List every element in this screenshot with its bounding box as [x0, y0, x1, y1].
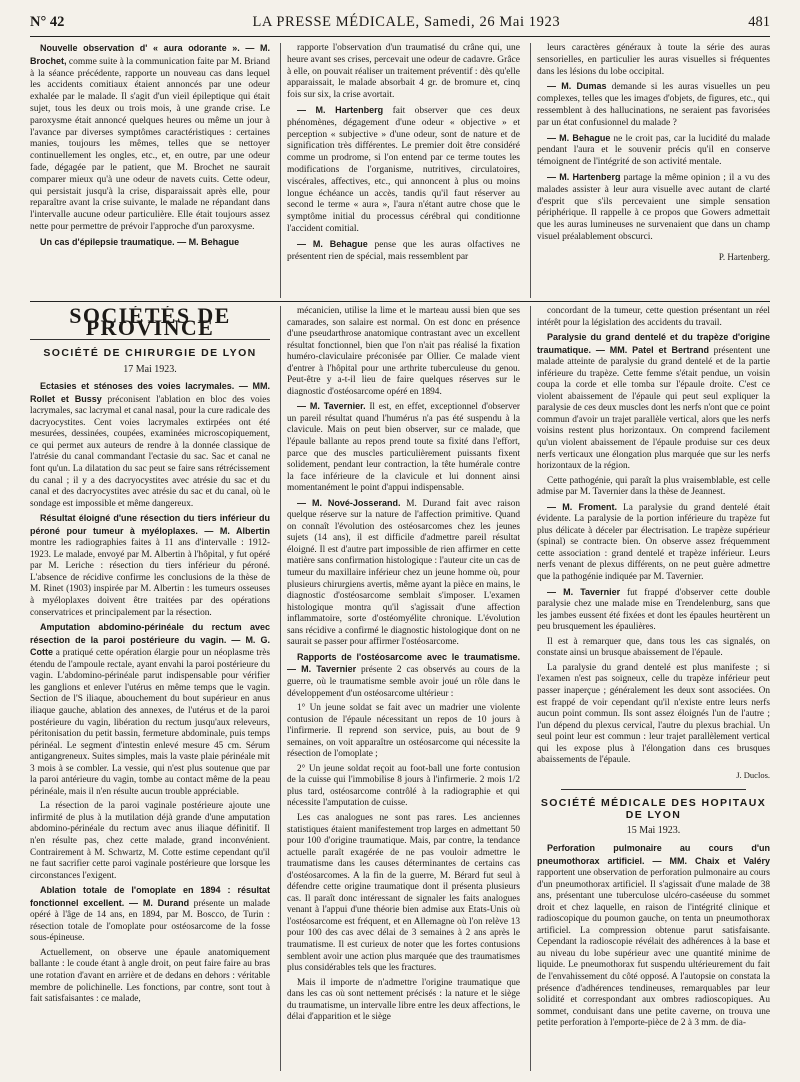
article-paragraph — [537, 306, 770, 329]
article-paragraph — [30, 513, 270, 619]
paragraph-lead: Perforation pulmonaire au cours d'un pneumothorax artificiel. — MM. Chaix et Valéry — [537, 842, 770, 866]
article-paragraph — [287, 813, 520, 975]
paragraph-text: ne le croit pas, car la lucidité du malade pendant l'aura et le souvenir précis qu'il en conserve témoignent de l'intégrité de son activité mentale. — [537, 133, 770, 168]
paragraph-text: présentent une malade atteinte de paralysie du grand dentelé et de la partie inférieure du trapèze. Cette femme s'était pendue, un voisin coupa la corde et elle tomba sur l'épaule droite. C'est ce violent abaissement de l'épaule qui peut seul expliquer la paralysie de ces deux muscles dont les nerfs n'ont que ce point commun d'avoir un trajet parallèle vertical, alors que les nerfs voisins restent plus horizontaux. On comprend facilement qu'un violent abaissement de l'épaule produise sur ces deux nerfs verticaux une élongation plus marquée que sur les nerfs horizontaux de la région. — [537, 345, 770, 472]
article-paragraph — [287, 978, 520, 1024]
paragraph-text: a pratiqué cette opération élargie pour un néoplasme très étendu de l'ampoule rectale, ayant envahi la paroi postérieure du vagin. L'abdomino-périnéale parut indispensable pour vérifier les ganglions et enlever l'utérus en même temps que le vagin. Section de l'S iliaque, abouchement du bout supérieur en anus iliaque gauche, ablation des annexes, de l'utérus et de la paroi postérieure du vagin, libération du rectum jusqu'aux releveurs, péritonisation du petit bassin, fermeture abdominale, puis temps périnéal. Le segment d'intestin enlevé mesure 45 cm. Sérum antigangreneux. Suites simples, mais la vaste plaie périnéale mit 3 mois à se combler. La vessie, qui n'est plus soutenue que par la paroi antérieure du vagin, tombe au contact même de la peau périnéale, mais il n'en résulte aucun trouble appréciable. — [30, 648, 270, 797]
paragraph-lead: — M. Tavernier. — [297, 401, 366, 412]
article-paragraph — [287, 239, 520, 264]
article-paragraph — [287, 764, 520, 810]
paragraph-lead: — M. Hartenberg — [547, 171, 621, 182]
society-date-chirurgie: 17 Mai 1923. — [123, 363, 177, 375]
paragraph-text: leurs caractères généraux à toute la série des auras sensorielles, en particulier les auras visuelles si fréquentes dans les lésions du lobe occipital. — [537, 43, 770, 77]
top-column-3 — [530, 43, 770, 298]
article-paragraph — [537, 843, 770, 1030]
article-paragraph — [537, 332, 770, 473]
article-paragraph — [537, 133, 770, 169]
article-paragraph — [537, 476, 770, 499]
paragraph-text: La paralysie du grand dentelé était évidente. La paralysie de la portion inférieure du trapèze fut plus délicate à déceler par électrisation. Le trapèze supérieur (spinal) se contracte bien. On observe assez fréquemment cette association : grand dentelé et trapèze inférieur. Leurs nerfs venant de plexus différents, on ne peut guère admettre que la pathogénie indiquée par M. Tavernier. — [537, 502, 770, 583]
paragraph-text: fut frappé d'observer cette double paralysie chez une malade mise en Trendelenburg, sans que les jambes eussent été fixées et dont les épaules heurtèrent un peu brusquement les épaulières. — [537, 587, 770, 633]
paragraph-text: La résection de la paroi vaginale postérieure ajoute une infirmité de plus à la mutilation déjà grande d'une amputation abdomino-périnéale du rectum avec anus iliaque définitif. Il n'en résulte pas, chez cette malade, grand inconvénient. Contrairement à M. Schwartz, M. Cotte estime cependant qu'il ne faut sacrifier cette paroi vaginale postérieure que lorsque les circonstances l'exigent. — [30, 801, 270, 881]
signature-hartenberg: P. Hartenberg. — [718, 251, 770, 262]
article-paragraph — [30, 948, 270, 1006]
bottom-column-3 — [530, 306, 770, 1071]
paragraph-lead: — M. Hartenberg — [297, 104, 384, 115]
paragraph-text: montre les radiographies faites à 11 ans d'intervalle : 1912-1923. Le malade, envoyé par M. Albertin à l'hôpital, y fut opéré par M. Leriche : résection du tiers inférieur du péroné. L'absence de récidive confirme les conclusions de la thèse de M. Rinet (1903) inspirée par M. Albertin : les tumeurs osseuses à myéloplaxes doivent être traitées par des opérations conservatrices et principalement par la résection. — [30, 538, 270, 618]
paragraph-text: demande si les auras visuelles un peu complexes, telles que les images d'objets, de figures, etc., qui ressemblent à des hallucinations, ne seraient pas favorisées par un état confusionnel du malade ? — [537, 82, 770, 128]
society-name-chirurgie: SOCIÉTÉ DE CHIRURGIE DE LYON — [43, 347, 257, 360]
paragraph-lead: Rapports de l'ostéosarcome avec le traumatisme. — M. Tavernier — [287, 651, 520, 675]
paragraph-lead: Paralysie du grand dentelé et du trapèze d'origine traumatique. — MM. Patel et Bertrand — [537, 332, 770, 355]
paragraph-text: concordant de la tumeur, cette question présentant un réel intérêt pour la législation des accidents du travail. — [537, 306, 770, 328]
section-title: SOCIÉTÉS DE PROVINCE — [30, 310, 270, 340]
article-paragraph — [537, 81, 770, 129]
paragraph-lead: Amputation abdomino-périnéale du rectum avec résection de la paroi postérieure du vagin. — M. G. Cotte — [30, 622, 270, 658]
bottom-column-1-body — [30, 381, 270, 1005]
paragraph-text: Cette pathogénie, qui paraît la plus vraisemblable, est celle admise par M. Tavernier dans la thèse de Jeannest. — [537, 475, 770, 498]
bottom-column-1 — [30, 306, 270, 1071]
top-columns — [30, 43, 770, 298]
top-column-1 — [30, 43, 270, 298]
top-column-3-body — [537, 43, 770, 244]
paragraph-lead: — M. Tavernier — [547, 586, 621, 597]
journal-title: LA PRESSE MÉDICALE, Samedi, 26 Mai 1923 — [252, 14, 561, 30]
paragraph-lead: — M. Behague — [547, 132, 611, 143]
paragraph-text: La paralysie du grand dentelé est plus manifeste ; si l'examen n'est pas soigneux, celle du trapèze inférieur peut passer inaperçue ; généralement les deux sont associées. On est frappé de voir cependant qu'il n'existe entre leurs nerfs aucun point commun. Ils sont assez éloignés l'un de l'autre ; l'un dépend du plexus cervical, l'autre du plexus brachial. Un seul point leur est commun : leur trajet parallèlement vertical qui les expose plus à l'élongation dans ces brusques abaissements de l'épaule. — [537, 662, 770, 766]
page-header — [30, 14, 770, 37]
article-paragraph — [30, 801, 270, 882]
issue-number: N° 42 — [30, 14, 65, 30]
paragraph-text: 2° Un jeune soldat reçoit au foot-ball une forte contusion de la cuisse qui l'immobilise 8 jours à l'infirmerie. 2 mois 1/2 plus tard, ostéosarcome contrôlé à la radiographie et qui nécessite l'amputation de cuisse. — [287, 763, 520, 809]
paragraph-text: M. Durand fait avec raison quelque réserve sur la nature de l'affection primitive. Quand on connaît l'évolution des ostéosarcomes chez les jeunes sujets (14 ans), il est difficile d'admettre pareil résultat éloigné. Il est d'autre part impossible de rien affirmer en cette matière sans confirmation histologique : l'auteur cite un cas de tumeur du maxillaire inférieur chez un jeune homme où, pour plusieurs chirurgiens avertis, même ayant la pièce en mains, le diagnostic d'ostéosarcome semblait s'imposer. L'examen histologique montra qu'il s'agissait d'une affection inflammatoire, sorte d'ostéomyélite chronique. L'évolution sans récidive a confirmé le diagnostic histologique dont on ne saurait se passer pour affirmer l'ostéosarcome. — [287, 498, 520, 648]
article-paragraph — [287, 652, 520, 700]
section-separator — [30, 301, 770, 302]
paragraph-lead: — M. Froment. — [547, 501, 617, 512]
paragraph-lead: — M. Nové-Josserand. — [297, 497, 401, 508]
article-paragraph — [537, 637, 770, 660]
paragraph-text: présente 2 cas observés au cours de la guerre, où le traumatisme semble avoir joué un rôle dans le développement d'un ostéosarcome ultérieur : — [287, 665, 520, 699]
paragraph-text: préconisent l'ablation en bloc des voies lacrymales, sac lacrymal et canal nasal, pour la cure radicale des dacryocystites. Cent voies lacrymales extirpées ont été mesurées, dessinées, coupées, examinées microscopiquement, ce qui permet aux auteurs de rendre à la donnée classique de l'atrésie du canal commandant l'ectasie du sac. Sac et canal ne font qu'un. La dilatation du sac peut se faire sans rétrécissement du canal ; il y a des dacryocystites avec atrésie du sac et du canal et des dacryocystites avec atrésie du sac et du canal, où le sondage est impossible et même dangereux. — [30, 394, 270, 509]
paragraph-text: fait observer que ces deux phénomènes, dégagement d'une odeur « objective » et perception « subjective » d'une odeur, sont de nature et de signification très différentes. Le premier doit être considéré comme un prodrome, si l'on entend par ce terme toutes les modifications de l'organisme, nutritives, circulatoires, viscérales, affectives, etc., qui annoncent à plus ou moins longue échéance un accès, tandis qu'il faut réserver au second le terme « aura », l'aura n'étant autre chose que le symptôme initial du processus cérébral qui conditionne l'accident comitial. — [287, 105, 520, 234]
bottom-column-2 — [280, 306, 520, 1071]
signature-duclos: J. Duclos. — [736, 769, 770, 780]
bottom-column-3-continued — [537, 843, 770, 1030]
paragraph-lead: Nouvelle observation d' « aura odorante ». — M. Brochet, — [30, 43, 270, 66]
article-paragraph — [537, 663, 770, 767]
paragraph-lead: — M. Dumas — [547, 81, 607, 92]
article-paragraph — [537, 502, 770, 584]
paragraph-text: partage la même opinion ; il a vu des malades assister à leur aura visuelle avec autant de clarté d'esprit que s'ils percevaient une simple sensation périphérique. Il rappelle à ce propos que Gowers admettait que les auras lumineuses ne survenaient que dans un champ visuel préalablement obscurci. — [537, 172, 770, 242]
paragraph-text: Les cas analogues ne sont pas rares. Les anciennes statistiques étaient manifestement trop larges en admettant 50 pour 100 d'origine traumatique. Mais, par contre, la tendance actuelle paraît exagérée de ne pas vouloir admettre le traumatisme dans les causes déterminantes de certains cas d'ostéosarcomes. A la fin de la guerre, M. Bérard fut seul à défendre cette origine traumatique dont il présenta plusieurs cas. Il paraît donc intéressant de signaler les faits analogues venant à l'appui d'une théorie bien admise aux Etats-Unis où l'ostéosarcome est fréquent, et en Allemagne où l'on relève 13 pour 100 des cas avec délai de 3 semaines à 2 ans après le traumatisme. Il est curieux de noter que les fortes contusions semblent avoir une action plus marquée que des traumatismes plus considérables tels que les fractures. — [287, 812, 520, 974]
paragraph-text: 1° Un jeune soldat se fait avec un madrier une violente contusion de l'épaule nécessitant un repos de 10 jours à l'infirmerie. Il reprend son service, puis, au bout de 9 semaines, on voit apparaître un ostéosarcome qui nécessite la résection de l'omoplate ; — [287, 703, 520, 760]
page-number: 481 — [748, 14, 770, 30]
paragraph-text: mécanicien, utilise la lime et le marteau aussi bien que ses camarades, son salaire est normal. On est donc en présence d'une pseudarthrose anatomique contrastant avec un excellent résultat fonctionnel, bien que l'on n'ait pas réalisé la fixation huméro-claviculaire préconisée par Ollier. Ce malade vient d'entrer à l'hôpital pour une arthrite tuberculeuse du genou. Peut-être y a-t-il lieu de faire quelques réserves sur le diagnostic d'ostéosarcome opéré en 1894. — [287, 306, 520, 397]
article-paragraph — [30, 885, 270, 945]
paragraph-lead: Résultat éloigné d'une résection du tiers inférieur du péroné pour tumeur à myéloplaxes. — M. Albertin — [30, 513, 270, 536]
paragraph-lead: — M. Behague — [297, 238, 368, 249]
article-paragraph — [30, 43, 270, 234]
article-paragraph — [287, 498, 520, 649]
article-paragraph — [287, 43, 520, 102]
society-name-hopitaux: SOCIÉTÉ MÉDICALE DES HOPITAUX DE LYON — [540, 797, 767, 821]
paragraph-text: Mais il importe de n'admettre l'origine traumatique que dans les cas où sont nettement précisés : la nature et le siège du traumatisme, un intervalle libre entre les deux affections, le délai d'apparition et le siège — [287, 977, 520, 1023]
paragraph-lead: Ablation totale de l'omoplate en 1894 : résultat fonctionnel excellent. — M. Durand — [30, 885, 270, 908]
paragraph-text: pense que les auras olfactives ne présentent rien de spécial, mais ressemblent par — [287, 239, 520, 262]
paragraph-text: Il est à remarquer que, dans tous les cas signalés, on constate ainsi un brusque abaissement de l'épaule. — [537, 636, 770, 659]
article-paragraph — [30, 622, 270, 798]
paragraph-text: rapportent une observation de perforation pulmonaire au cours d'un pneumothorax artificiel. Il s'agissait d'une malade de 38 ans, présentant une tuberculose ulcéro-caséeuse du sommet droit et chez laquelle, en raison de l'intégrité clinique et radioscopique du poumon gauche, on tenta un pneumothorax artificiel. La compression obtenue parut satisfaisante. Cependant la radioscopie révélait des adhérences à la base et au niveau du lobe supérieur avec une quantité minime de liquide. Le pneumothorax fut suspendu ultérieurement du fait de l'envahissement du côté opposé. A l'autopsie on constata la présence d'adhérences tendineuses, remarquables par leur solidité et correspondant aux ombres radioscopiques. Au sommet, conduisant dans une petite caverne, on trouva une petite perforation à l'emporte-pièce de 2 à 3 mm. de dia- — [537, 868, 770, 1029]
article-paragraph — [537, 172, 770, 244]
paragraph-text: comme suite à la communication faite par M. Briand à la séance précédente, rapporte un nouveau cas dans lequel les accidents comitiaux étaient annoncés par une odeur exhalée par le malade. Il s'agit d'un vieil épileptique qui était sujet, tous les deux ou trois mois, à une grande crise. Le paroxysme était annoncé quelques heures ou même un jour à l'avance par diverses symptômes caractéristiques : certaines manies, toujours les mêmes, telles que se nettoyer continuellement les ongles, etc., et, en outre, par une odeur fade, dégagée par le patient, que M. Brochet ne saurait comparer mieux qu'à une odeur de navets cuits. Cette odeur, qui persistait jusqu'à la crise, disparaissait après elle, pour reparaître avant la crise suivante, le malade ne répandant dans l'intervalle aucune odeur particulière. Elle était toujours assez nette pour permettre de prévoir l'approche d'un paroxysme. — [30, 56, 270, 232]
paragraph-lead: Ectasies et sténoses des voies lacrymales. — MM. Rollet et Bussy — [30, 381, 270, 404]
article-paragraph — [287, 401, 520, 494]
article-paragraph — [287, 703, 520, 761]
society-date-hopitaux: 15 Mai 1923. — [626, 825, 681, 837]
article-paragraph — [537, 587, 770, 634]
paragraph-lead: Un cas d'épilepsie traumatique. — M. Behague — [40, 236, 240, 247]
article-paragraph — [537, 43, 770, 78]
article-paragraph — [287, 105, 520, 236]
society-divider — [561, 789, 746, 790]
paragraph-text: présente un malade opéré à l'âge de 14 ans, en 1894, par M. Boscco, de Turin : résection totale de l'omoplate pour ostéosarcome de la fosse sous-épineuse. — [30, 898, 270, 944]
article-paragraph — [30, 381, 270, 510]
top-column-2 — [280, 43, 520, 298]
bottom-columns — [30, 306, 770, 1071]
bottom-column-3-body — [537, 306, 770, 767]
article-paragraph — [287, 306, 520, 398]
paragraph-text: Actuellement, on observe une épaule anatomiquement ballante : le coude étant à angle droit, on peut faire faire au bras une rotation d'avant en arrière et de dedans en dehors : véritable membre de polichinelle. Les fonctions, par contre, sont tout à fait satisfaisantes : ce malade, — [30, 947, 270, 1005]
paragraph-text: Il est, en effet, exceptionnel d'observer un pareil résultat quand l'humérus n'a pas été suspendu à la clavicule. Mais on peut bien observer, sur ce malade, que l'épaule ballante au repos prend toute sa fixité dans l'effort, parce que des muscles particulièrement puissants fixent solidement, pendant leur contraction, la tête humérale contre la face inférieure de la clavicule et lui donnent ainsi momentanément le point d'appui indispensable. — [287, 402, 520, 494]
paragraph-text: rapporte l'observation d'un traumatisé du crâne qui, une heure avant ses crises, percevait une odeur de cadavre. Grâce à elle, on pouvait réaliser un traitement préventif : dès qu'elle apparaissait, le malade absorbait 4 gr. de bromure et, cinq fois sur six, la crise avortait. — [287, 43, 520, 101]
article-paragraph — [30, 237, 270, 250]
